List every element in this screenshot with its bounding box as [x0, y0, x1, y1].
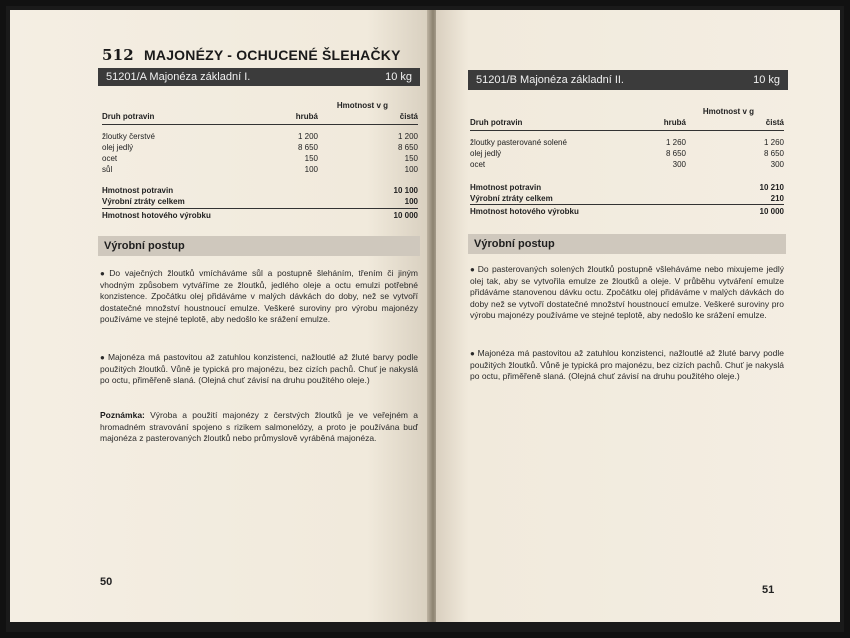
table-rule: [470, 130, 784, 131]
weight-header: Hmotnost v g: [336, 101, 388, 110]
col-net-header: čistá: [765, 118, 784, 127]
paragraph: ● Majonéza má pastovitou až zatuhlou konzistenci, nažloutlé až žluté barvy podle použitých žloutků. Vůně je typická pro majonézu, bez cizích pachů. Chuť je nakyslá po octu, přiměřeně slaná. (Olejná chuť závisí na druhu použitého oleje.): [470, 348, 784, 382]
total-row: Hmotnost hotového výrobku 10 000: [102, 211, 418, 220]
recipe-title: 51201/B Majonéza základní II.: [476, 74, 624, 86]
bullet-icon: ●: [100, 353, 106, 362]
total-row: Hmotnost potravin 10 100: [102, 186, 418, 195]
chapter-title: MAJONÉZY - OCHUCENÉ ŠLEHAČKY: [144, 47, 401, 63]
note-paragraph: [100, 410, 418, 445]
ingredient-table: [102, 100, 418, 222]
table-row: žloutky čerstvé 1 200 1 200: [102, 132, 418, 141]
right-page: [436, 10, 840, 622]
weight-header: Hmotnost v g: [702, 107, 754, 116]
page-number: 50: [100, 576, 113, 588]
total-row: Hmotnost hotového výrobku 10 000: [470, 207, 784, 216]
recipe-title: 51201/A Majonéza základní I.: [106, 71, 251, 83]
recipe-yield: 10 kg: [385, 71, 412, 83]
chapter-number: 512: [102, 46, 134, 64]
table-row: ocet 300 300: [470, 160, 784, 169]
total-row: Hmotnost potravin 10 210: [470, 183, 784, 192]
paragraph: ● Majonéza má pastovitou až zatuhlou konzistenci, nažloutlé až žluté barvy podle použitých žloutků. Vůně je typická pro majonézu, bez cizích pachů. Chuť je nakyslá po octu, přiměřeně slaná. (Olejná chuť závisí na druhu použitého oleje.): [100, 352, 418, 386]
table-row: žloutky pasterované solené 1 260 1 260: [470, 138, 784, 147]
ingredient-table: [470, 106, 784, 220]
bullet-icon: ●: [470, 349, 476, 358]
recipe-title-bar: [468, 70, 788, 90]
col-net-header: čistá: [399, 112, 418, 121]
total-row: Výrobní ztráty celkem 100: [102, 197, 418, 206]
table-row: olej jedlý 8 650 8 650: [102, 143, 418, 152]
recipe-yield: 10 kg: [753, 74, 780, 86]
col-name-header: Druh potravin: [102, 112, 155, 121]
section-heading: Výrobní postup: [98, 236, 420, 256]
page-number: 51: [762, 584, 775, 596]
chapter-heading: [102, 46, 401, 64]
bullet-icon: ●: [470, 265, 476, 274]
table-row: olej jedlý 8 650 8 650: [470, 149, 784, 158]
open-book: [6, 6, 844, 632]
paragraph: ● Do pasterovaných solených žloutků postupně všleháváme nebo mixujeme jedlý olej tak, aby se vytvořila emulze ze žloutků a oleje. V průběhu vytváření emulze přidáváme stanovenou dávku octu. Zpočátku olej přidáváme v malých dávkách do doby než se vytvoří dostatečné množství houstnoucí emulze. Veškeré suroviny pro výrobu majonézy používáme ve stejné teplotě, aby nedošlo ke srážení emulze.: [470, 264, 784, 321]
col-gross-header: hrubá: [663, 118, 686, 127]
table-rule: [102, 208, 418, 209]
recipe-title-bar: [98, 68, 420, 86]
paragraph: ● Do vaječných žloutků vmícháváme sůl a postupně šleháním, třením či jiným vhodným způsobem vytváříme ze žloutků, jedlého oleje a octu emulzi potřebné konzistence. Zpočátku olej přidáváme v malých dávkách do doby, než se vytvoří dostatečné množství houstnoucí emulze. Veškeré suroviny pro výrobu majonézy používáme ve stejné teplotě, aby nedošlo ke srážení emulze.: [100, 268, 419, 325]
note-text: Výroba a použití majonézy z čerstvých žloutků je ve veřejném a hromadném stravování spojeno s rizikem salmonelózy, a proto je používána buď majonéza z pasterovaných žloutků nebo průmyslově vyráběná majonéza.: [100, 410, 418, 444]
note-label: Poznámka:: [100, 410, 145, 420]
table-row: ocet 150 150: [102, 154, 418, 163]
table-row: sůl 100 100: [102, 165, 418, 174]
col-name-header: Druh potravin: [470, 118, 523, 127]
col-gross-header: hrubá: [295, 112, 318, 121]
section-heading: Výrobní postup: [468, 234, 786, 254]
table-rule: [102, 124, 418, 125]
bullet-icon: ●: [100, 269, 108, 278]
table-rule: [470, 204, 784, 205]
total-row: Výrobní ztráty celkem 210: [470, 194, 784, 203]
left-page: [10, 10, 430, 622]
